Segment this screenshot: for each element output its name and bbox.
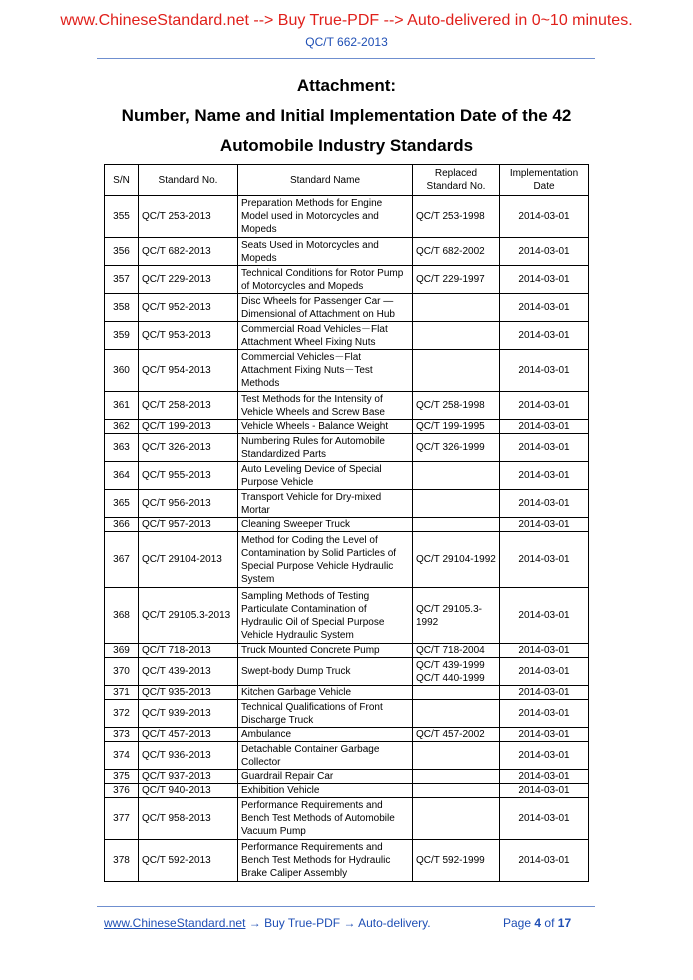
cell-implementation-date: 2014-03-01 [500, 700, 589, 728]
attachment-heading: Attachment: [296, 76, 397, 95]
cell-sn: 356 [105, 238, 139, 266]
cell-replaced-no [413, 322, 500, 350]
top-banner-link[interactable]: www.ChineseStandard.net --> Buy True-PDF --> Auto-delivered in 0~10 minutes. [60, 12, 633, 29]
cell-standard-no: QC/T 457-2013 [139, 728, 238, 742]
cell-standard-no: QC/T 956-2013 [139, 490, 238, 518]
cell-standard-no: QC/T 955-2013 [139, 462, 238, 490]
cell-replaced-no [413, 770, 500, 784]
cell-standard-no: QC/T 958-2013 [139, 798, 238, 840]
cell-implementation-date: 2014-03-01 [500, 518, 589, 532]
cell-implementation-date: 2014-03-01 [500, 728, 589, 742]
cell-sn: 373 [105, 728, 139, 742]
table-row [105, 588, 589, 644]
cell-replaced-no: QC/T 439-1999 QC/T 440-1999 [413, 658, 500, 686]
table-row [105, 518, 589, 532]
cell-standard-name: Sampling Methods of Testing Particulate Contamination of Hydraulic Oil of Special Purpose Vehicle Hydraulic System [238, 588, 413, 644]
cell-standard-no: QC/T 229-2013 [139, 266, 238, 294]
cell-sn: 375 [105, 770, 139, 784]
cell-standard-no: QC/T 954-2013 [139, 350, 238, 392]
cell-standard-no: QC/T 937-2013 [139, 770, 238, 784]
cell-replaced-no [413, 784, 500, 798]
cell-standard-name: Commercial Vehicles－Flat Attachment Fixing Nuts－Test Methods [238, 350, 413, 392]
table-row [105, 770, 589, 784]
table-row [105, 798, 589, 840]
cell-replaced-no: QC/T 229-1997 [413, 266, 500, 294]
cell-implementation-date: 2014-03-01 [500, 420, 589, 434]
cell-sn: 376 [105, 784, 139, 798]
cell-implementation-date: 2014-03-01 [500, 770, 589, 784]
table-row [105, 434, 589, 462]
cell-sn: 364 [105, 462, 139, 490]
cell-replaced-no [413, 350, 500, 392]
cell-standard-name: Auto Leveling Device of Special Purpose Vehicle [238, 462, 413, 490]
table-row [105, 784, 589, 798]
cell-replaced-no: QC/T 29105.3-1992 [413, 588, 500, 644]
cell-implementation-date: 2014-03-01 [500, 196, 589, 238]
cell-standard-name: Performance Requirements and Bench Test Methods of Automobile Vacuum Pump [238, 798, 413, 840]
cell-standard-name: Ambulance [238, 728, 413, 742]
cell-standard-no: QC/T 592-2013 [139, 840, 238, 882]
page-label: Page [503, 916, 532, 930]
page-number: 4 [534, 916, 542, 930]
cell-implementation-date: 2014-03-01 [500, 322, 589, 350]
cell-standard-name: Technical Conditions for Rotor Pump of Motorcycles and Mopeds [238, 266, 413, 294]
cell-replaced-no [413, 798, 500, 840]
cell-sn: 369 [105, 644, 139, 658]
cell-standard-no: QC/T 953-2013 [139, 322, 238, 350]
cell-implementation-date: 2014-03-01 [500, 686, 589, 700]
footer-divider [97, 906, 595, 907]
header-divider [97, 58, 595, 59]
cell-sn: 374 [105, 742, 139, 770]
cell-replaced-no [413, 518, 500, 532]
table-row [105, 742, 589, 770]
cell-sn: 358 [105, 294, 139, 322]
cell-sn: 360 [105, 350, 139, 392]
cell-sn: 370 [105, 658, 139, 686]
table-row [105, 840, 589, 882]
cell-implementation-date: 2014-03-01 [500, 350, 589, 392]
cell-standard-name: Kitchen Garbage Vehicle [238, 686, 413, 700]
footer-promo[interactable] [104, 916, 431, 930]
cell-replaced-no: QC/T 258-1998 [413, 392, 500, 420]
table-row [105, 238, 589, 266]
cell-replaced-no [413, 700, 500, 728]
cell-sn: 361 [105, 392, 139, 420]
cell-sn: 359 [105, 322, 139, 350]
cell-standard-name: Seats Used in Motorcycles and Mopeds [238, 238, 413, 266]
cell-standard-no: QC/T 952-2013 [139, 294, 238, 322]
cell-standard-name: Commercial Road Vehicles－Flat Attachment Wheel Fixing Nuts [238, 322, 413, 350]
table-row [105, 196, 589, 238]
cell-standard-name: Guardrail Repair Car [238, 770, 413, 784]
cell-implementation-date: 2014-03-01 [500, 392, 589, 420]
cell-replaced-no: QC/T 718-2004 [413, 644, 500, 658]
cell-sn: 372 [105, 700, 139, 728]
cell-standard-name: Transport Vehicle for Dry-mixed Mortar [238, 490, 413, 518]
cell-standard-no: QC/T 935-2013 [139, 686, 238, 700]
cell-replaced-no [413, 462, 500, 490]
table-row [105, 294, 589, 322]
cell-standard-no: QC/T 199-2013 [139, 420, 238, 434]
cell-standard-name: Disc Wheels for Passenger Car — Dimensional of Attachment on Hub [238, 294, 413, 322]
table-row [105, 644, 589, 658]
cell-standard-no: QC/T 326-2013 [139, 434, 238, 462]
header-standard-name: Standard Name [238, 165, 413, 196]
table-row [105, 266, 589, 294]
cell-sn: 363 [105, 434, 139, 462]
footer-promo-text: → Buy True-PDF → Auto-delivery. [245, 916, 431, 930]
cell-replaced-no: QC/T 592-1999 [413, 840, 500, 882]
table-row [105, 350, 589, 392]
cell-implementation-date: 2014-03-01 [500, 798, 589, 840]
cell-implementation-date: 2014-03-01 [500, 266, 589, 294]
table-row [105, 490, 589, 518]
cell-implementation-date: 2014-03-01 [500, 840, 589, 882]
cell-replaced-no: QC/T 457-2002 [413, 728, 500, 742]
cell-implementation-date: 2014-03-01 [500, 462, 589, 490]
cell-standard-no: QC/T 957-2013 [139, 518, 238, 532]
cell-replaced-no [413, 294, 500, 322]
cell-standard-name: Truck Mounted Concrete Pump [238, 644, 413, 658]
cell-sn: 366 [105, 518, 139, 532]
cell-sn: 365 [105, 490, 139, 518]
cell-standard-no: QC/T 253-2013 [139, 196, 238, 238]
cell-sn: 368 [105, 588, 139, 644]
header-standard-no: Standard No. [139, 165, 238, 196]
cell-implementation-date: 2014-03-01 [500, 588, 589, 644]
cell-sn: 377 [105, 798, 139, 840]
cell-implementation-date: 2014-03-01 [500, 644, 589, 658]
cell-standard-name: Test Methods for the Intensity of Vehicle Wheels and Screw Base [238, 392, 413, 420]
cell-replaced-no: QC/T 326-1999 [413, 434, 500, 462]
cell-standard-name: Swept-body Dump Truck [238, 658, 413, 686]
cell-replaced-no [413, 686, 500, 700]
cell-implementation-date: 2014-03-01 [500, 742, 589, 770]
table-row [105, 392, 589, 420]
table-row [105, 322, 589, 350]
table-row [105, 686, 589, 700]
cell-implementation-date: 2014-03-01 [500, 784, 589, 798]
cell-replaced-no [413, 490, 500, 518]
cell-sn: 357 [105, 266, 139, 294]
footer-site-link[interactable]: www.ChineseStandard.net [104, 916, 246, 930]
cell-sn: 355 [105, 196, 139, 238]
cell-replaced-no: QC/T 199-1995 [413, 420, 500, 434]
document-code: QC/T 662-2013 [305, 35, 388, 49]
cell-implementation-date: 2014-03-01 [500, 658, 589, 686]
cell-standard-name: Vehicle Wheels - Balance Weight [238, 420, 413, 434]
cell-implementation-date: 2014-03-01 [500, 490, 589, 518]
table-row [105, 700, 589, 728]
header-implementation-date: Implementation Date [500, 165, 589, 196]
cell-replaced-no: QC/T 682-2002 [413, 238, 500, 266]
cell-standard-name: Cleaning Sweeper Truck [238, 518, 413, 532]
cell-replaced-no [413, 742, 500, 770]
cell-standard-no: QC/T 939-2013 [139, 700, 238, 728]
table-row [105, 532, 589, 588]
cell-sn: 367 [105, 532, 139, 588]
cell-sn: 362 [105, 420, 139, 434]
of-label: of [544, 916, 555, 930]
cell-standard-no: QC/T 936-2013 [139, 742, 238, 770]
cell-standard-no: QC/T 258-2013 [139, 392, 238, 420]
cell-standard-name: Performance Requirements and Bench Test Methods for Hydraulic Brake Caliper Assembly [238, 840, 413, 882]
cell-standard-no: QC/T 682-2013 [139, 238, 238, 266]
cell-standard-name: Numbering Rules for Automobile Standardized Parts [238, 434, 413, 462]
cell-sn: 378 [105, 840, 139, 882]
table-row [105, 462, 589, 490]
cell-replaced-no: QC/T 253-1998 [413, 196, 500, 238]
cell-standard-no: QC/T 439-2013 [139, 658, 238, 686]
standards-table [104, 164, 589, 882]
cell-implementation-date: 2014-03-01 [500, 532, 589, 588]
header-replaced-no: Replaced Standard No. [413, 165, 500, 196]
cell-standard-no: QC/T 29105.3-2013 [139, 588, 238, 644]
cell-standard-name: Detachable Container Garbage Collector [238, 742, 413, 770]
cell-standard-name: Preparation Methods for Engine Model used in Motorcycles and Mopeds [238, 196, 413, 238]
table-title-line2: Automobile Industry Standards [219, 136, 474, 155]
cell-standard-name: Technical Qualifications of Front Discharge Truck [238, 700, 413, 728]
page-indicator [503, 916, 571, 930]
table-row [105, 728, 589, 742]
cell-implementation-date: 2014-03-01 [500, 294, 589, 322]
table-title-line1: Number, Name and Initial Implementation Date of the 42 [121, 106, 572, 125]
cell-implementation-date: 2014-03-01 [500, 434, 589, 462]
cell-standard-no: QC/T 940-2013 [139, 784, 238, 798]
header-sn: S/N [105, 165, 139, 196]
table-row [105, 420, 589, 434]
cell-standard-no: QC/T 718-2013 [139, 644, 238, 658]
cell-standard-name: Method for Coding the Level of Contamination by Solid Particles of Special Purpose Vehicle Hydraulic System [238, 532, 413, 588]
page-total: 17 [557, 916, 572, 930]
cell-standard-name: Exhibition Vehicle [238, 784, 413, 798]
table-row [105, 658, 589, 686]
cell-replaced-no: QC/T 29104-1992 [413, 532, 500, 588]
cell-sn: 371 [105, 686, 139, 700]
cell-standard-no: QC/T 29104-2013 [139, 532, 238, 588]
cell-implementation-date: 2014-03-01 [500, 238, 589, 266]
table-header-row [105, 165, 589, 196]
